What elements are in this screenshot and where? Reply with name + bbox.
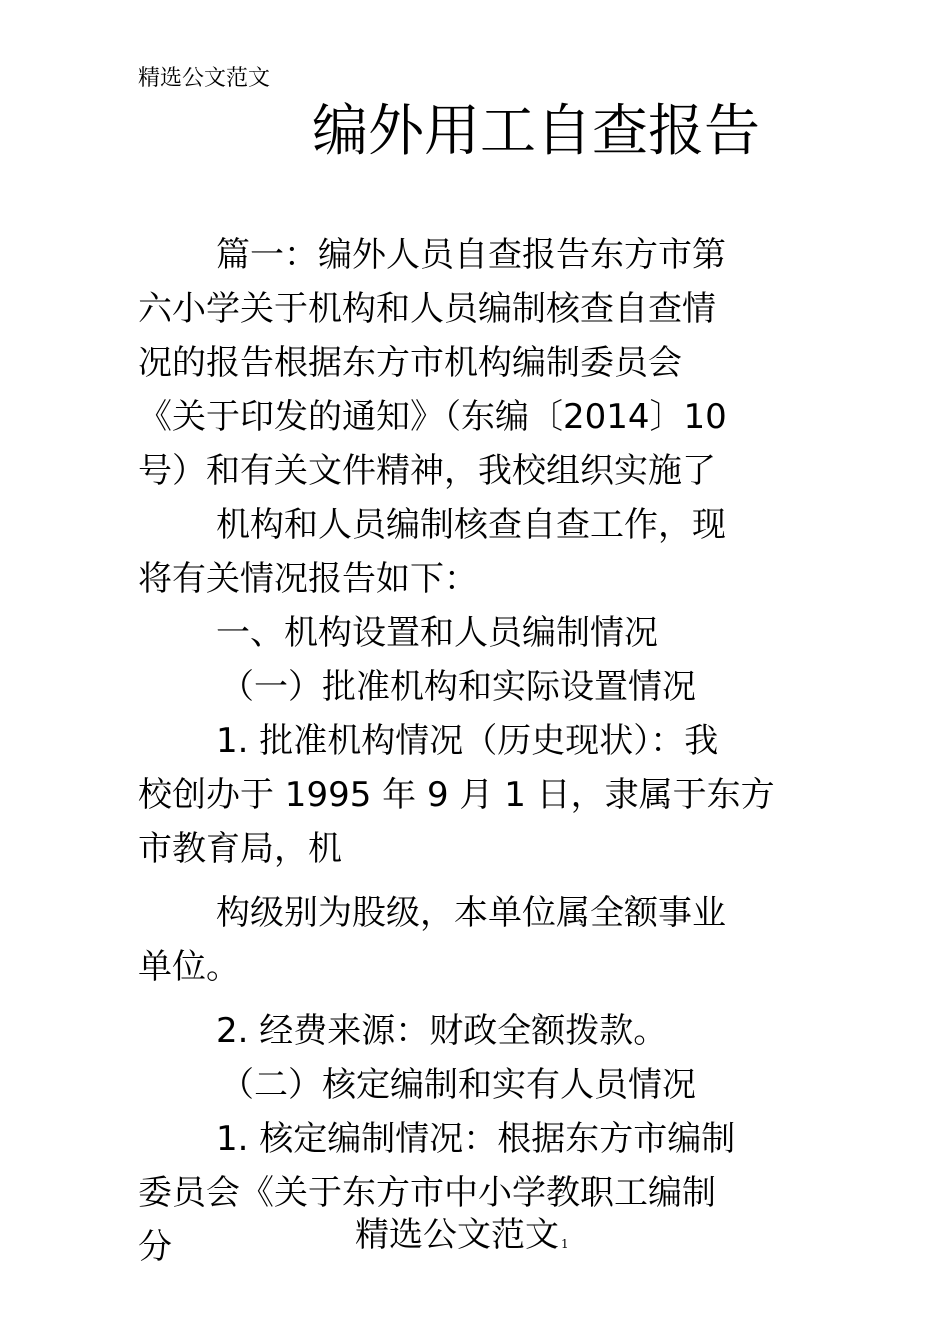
footer (355, 1212, 569, 1265)
body-line: 1. 核定编制情况：根据东方市编制 (216, 1119, 736, 1159)
body-line: 2. 经费来源：财政全额拨款。 (216, 1011, 668, 1051)
body-line: 市教育局，机 (138, 829, 342, 869)
section-heading: 一、机构设置和人员编制情况 (216, 613, 658, 653)
document-title: 编外用工自查报告 (312, 99, 760, 164)
subsection-heading: （一）批准机构和实际设置情况 (220, 667, 696, 707)
body-line: 篇一：编外人员自查报告东方市第 (216, 235, 726, 275)
subsection-heading: （二）核定编制和实有人员情况 (220, 1065, 696, 1105)
body-line: 构级别为股级，本单位属全额事业 (216, 893, 726, 933)
body-line: 分 (138, 1227, 172, 1267)
body-line: 委员会《关于东方市中小学教职工编制 (138, 1173, 716, 1213)
page-number: 1 (561, 1237, 569, 1251)
header-label: 精选公文范文 (138, 66, 271, 91)
body-line: 校创办于 1995 年 9 月 1 日，隶属于东方 (138, 775, 775, 815)
footer-label: 精选公文范文 (355, 1215, 559, 1255)
body-line: 号）和有关文件精神，我校组织实施了 (138, 451, 716, 491)
body-line: 机构和人员编制核查自查工作，现 (216, 505, 726, 545)
body-line: 1. 批准机构情况（历史现状）：我 (216, 721, 719, 761)
body-line: 单位。 (138, 947, 240, 987)
body-line: 将有关情况报告如下： (138, 559, 478, 599)
body-line: 《关于印发的通知》（东编〔2014〕10 (138, 397, 727, 437)
document-body (138, 228, 790, 1274)
body-line: 六小学关于机构和人员编制核查自查情 (138, 289, 716, 329)
body-line: 况的报告根据东方市机构编制委员会 (138, 343, 682, 383)
